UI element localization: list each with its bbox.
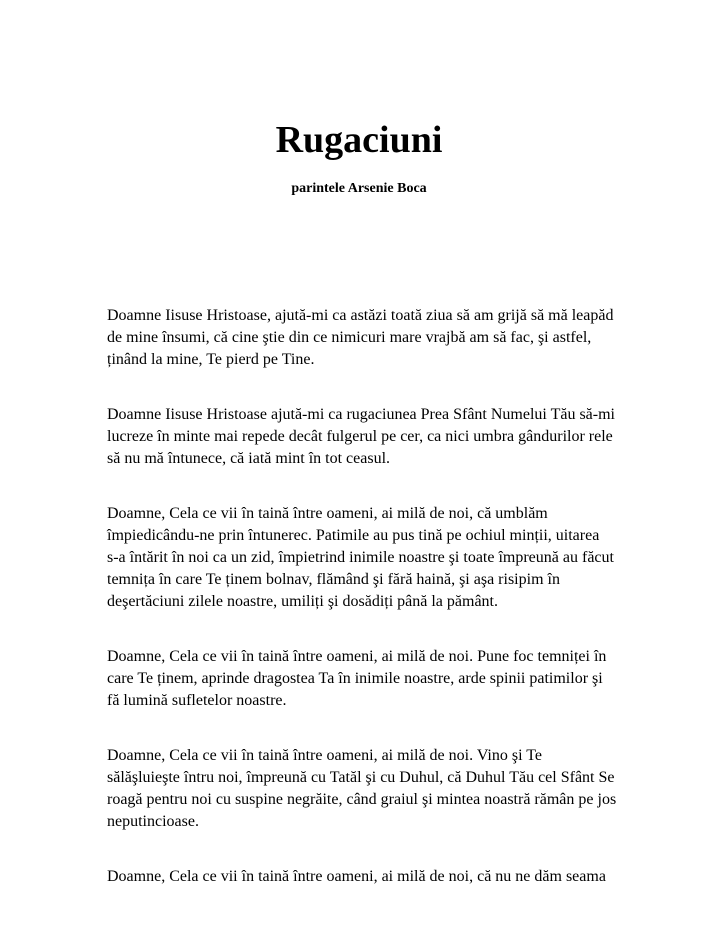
text-line: s-a întărit în noi ca un zid, împietrind inimile noastre şi toate împreună au făcut bbox=[107, 549, 614, 566]
document-subtitle: parintele Arsenie Boca bbox=[291, 181, 427, 196]
text-line: temnița în care Te ținem bolnav, flămând şi fără haină, şi aşa risipim în bbox=[107, 571, 560, 588]
document-body bbox=[107, 305, 627, 921]
paragraph bbox=[107, 646, 627, 712]
text-line: Doamne, Cela ce vii în taină între oameni, ai milă de noi. Pune foc temniței în bbox=[107, 648, 607, 665]
text-line: fă lumină sufletelor noastre. bbox=[107, 692, 287, 709]
paragraph bbox=[107, 866, 627, 888]
text-line: de mine însumi, că cine ştie din ce nimicuri mare vrajbă am să fac, şi astfel, bbox=[107, 329, 592, 346]
text-line: Doamne Iisuse Hristoase ajută-mi ca rugaciunea Prea Sfânt Numelui Tău să-mi bbox=[107, 406, 615, 423]
text-line: ținând la mine, Te pierd pe Tine. bbox=[107, 351, 315, 368]
text-line: Doamne, Cela ce vii în taină între oameni, ai milă de noi. Vino şi Te bbox=[107, 747, 542, 764]
text-line: Doamne, Cela ce vii în taină între oameni, ai milă de noi, că umblăm bbox=[107, 505, 548, 522]
text-line: neputincioase. bbox=[107, 813, 199, 830]
text-line: lucreze în minte mai repede decât fulgerul pe cer, ca nici umbra gândurilor rele bbox=[107, 428, 613, 445]
text-line: roagă pentru noi cu suspine negrăite, când graiul şi mintea noastră rămân pe jos bbox=[107, 791, 617, 808]
paragraph bbox=[107, 305, 627, 371]
text-line: să nu mă întunece, că iată mint în tot ceasul. bbox=[107, 450, 391, 467]
text-line: sălăşluieşte întru noi, împreună cu Tatăl şi cu Duhul, că Duhul Tău cel Sfânt Se bbox=[107, 769, 615, 786]
text-line: Doamne, Cela ce vii în taină între oameni, ai milă de noi, că nu ne dăm seama bbox=[107, 868, 606, 885]
paragraph bbox=[107, 404, 627, 470]
paragraph bbox=[107, 745, 627, 833]
document-title: Rugaciuni bbox=[275, 119, 443, 161]
paragraph bbox=[107, 503, 627, 613]
text-line: împiedicându-ne prin întunerec. Patimile au pus tină pe ochiul minții, uitarea bbox=[107, 527, 600, 544]
text-line: care Te ținem, aprinde dragostea Ta în inimile noastre, arde spinii patimilor şi bbox=[107, 670, 603, 687]
text-line: Doamne Iisuse Hristoase, ajută-mi ca astăzi toată ziua să am grijă să mă leapăd bbox=[107, 307, 614, 324]
text-line: deşertăciuni zilele noastre, umiliți şi dosădiți până la pământ. bbox=[107, 593, 498, 610]
